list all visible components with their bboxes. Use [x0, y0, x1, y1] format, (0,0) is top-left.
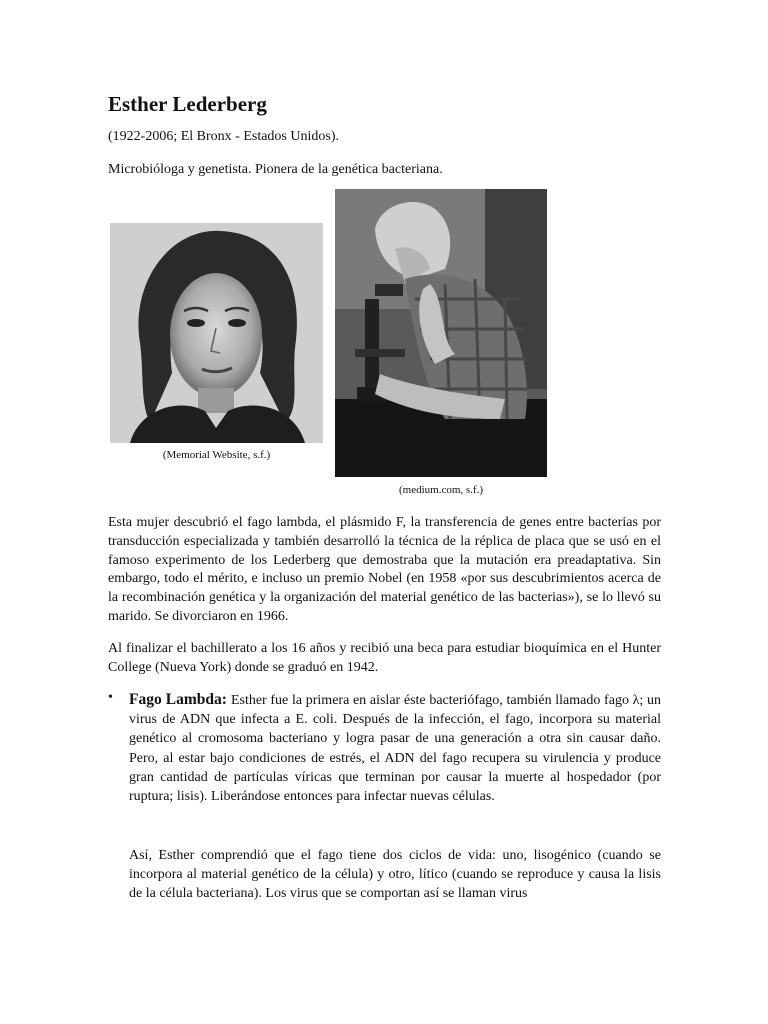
subtitle-line: Microbióloga y genetista. Pionera de la genética bacteriana.: [108, 162, 443, 177]
bullet-paragraph: [129, 690, 661, 806]
bullet-paragraph-2: Así, Esther comprendió que el fago tiene dos ciclos de vida: uno, lisogénico (cuando se incorpora al material genético de la célula) y otro, lítico (cuando se reproduce y causa la lisis de la célula bacteriana). Los virus que se comportan así se llaman virus: [129, 848, 661, 902]
paragraph-discoveries: Esta mujer descubrió el fago lambda, el plásmido F, la transferencia de genes entre bacterias por transducción especializada y también desarrolló la técnica de la réplica de placa que se usó en el famoso experimento de los Lederberg que demostraba que la mutación era preadaptativa. Sin embargo, todo el mérito, e incluso un premio Nobel (en 1958 «por sus descubrimientos acerca de la recombinación genética y la organización del material genético de las bacterias»), se lo llevó su marido. Se divorciaron en 1966.: [108, 515, 661, 624]
microscope-caption: (medium.com, s.f.): [398, 484, 483, 496]
bullet-term: Fago Lambda:: [129, 691, 227, 708]
bullet-text: Esther fue la primera en aislar éste bacteriófago, también llamado fago λ; un virus de ADN que infecta a E. coli. Después de la infección, el fago, incorpora su material genético al cromosoma bacteriano y logra pasar de una generación a otra sin causar daño. Pero, al estar bajo condiciones de estrés, el ADN del fago recupera su virulencia y produce gran cantidad de partículas víricas que terminan por causar la muerte al hospedador (por ruptura; lisis). Liberándose entonces para infectar nuevas células.: [129, 693, 661, 805]
page-title: Esther Lederberg: [108, 92, 267, 116]
bullet-marker: •: [108, 690, 113, 705]
portrait-caption: (Memorial Website, s.f.): [162, 449, 271, 461]
dates-line: (1922-2006; El Bronx - Estados Unidos).: [108, 129, 339, 144]
portrait-photo: [110, 223, 323, 443]
paragraph-education: Al finalizar el bachillerato a los 16 años y recibió una beca para estudiar bioquímica en el Hunter College (Nueva York) donde se graduó en 1942.: [108, 641, 661, 675]
microscope-photo: [335, 189, 547, 477]
